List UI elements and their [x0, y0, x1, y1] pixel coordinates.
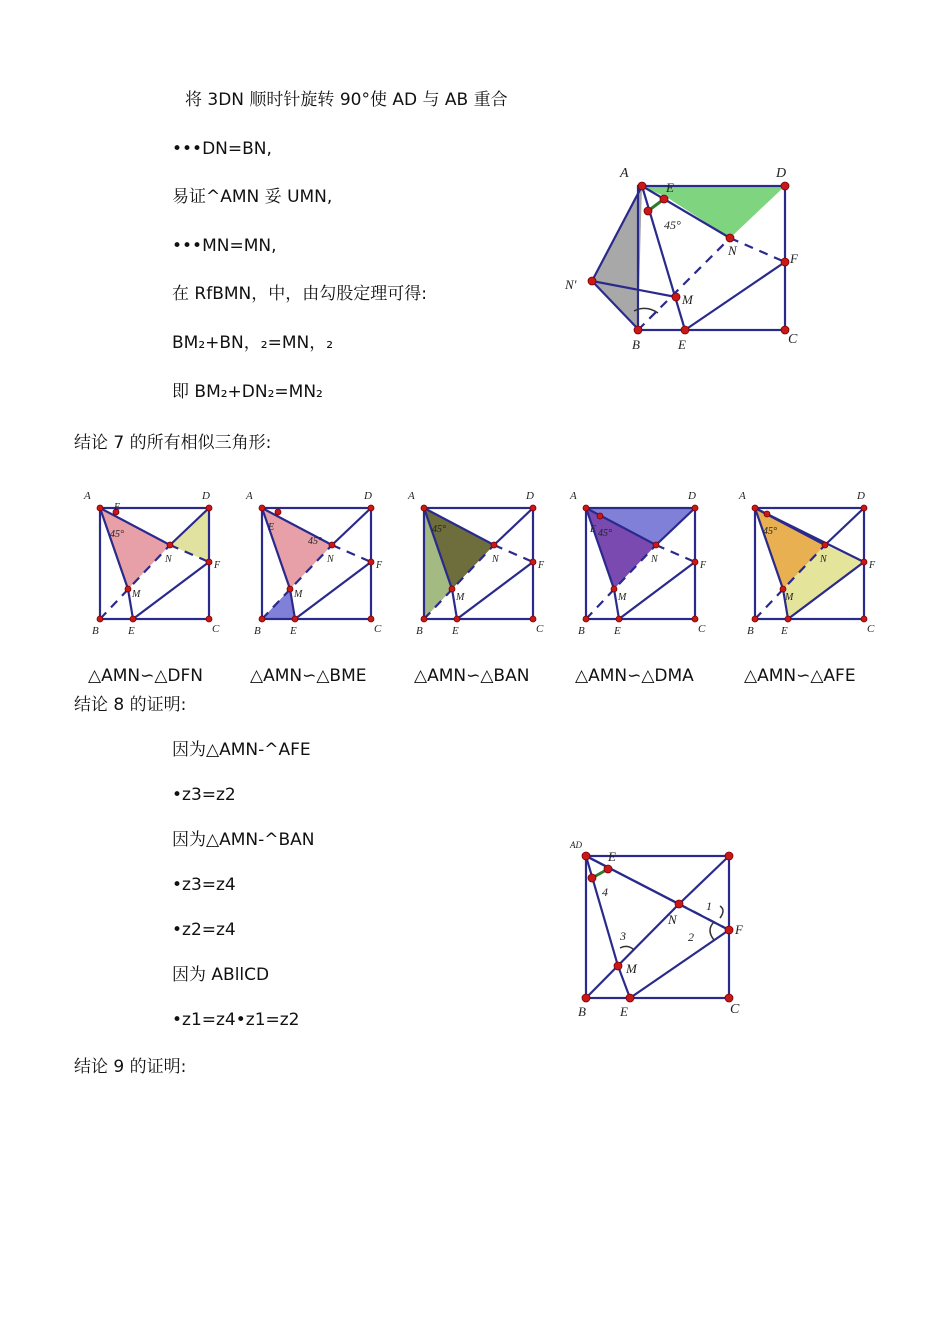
svg-text:E: E [114, 502, 121, 513]
svg-text:M: M [785, 592, 794, 603]
svg-text:C: C [788, 332, 798, 347]
proof8-line-4: •z3=z4 [172, 875, 236, 895]
svg-text:E: E [452, 625, 459, 637]
svg-text:C: C [374, 623, 382, 635]
svg-text:B: B [92, 625, 99, 637]
svg-text:M: M [456, 592, 465, 603]
figure-rotation [560, 165, 820, 355]
caption-2: △AMN∽△BME [250, 666, 367, 686]
svg-text:4: 4 [602, 885, 608, 899]
proof8-line-5: •z2=z4 [172, 920, 236, 940]
svg-text:45°: 45° [763, 526, 777, 537]
svg-text:B: B [254, 625, 261, 637]
svg-text:D: D [202, 490, 210, 502]
svg-text:E: E [268, 522, 275, 533]
svg-text:A: A [246, 490, 253, 502]
svg-text:C: C [698, 623, 706, 635]
svg-text:E: E [290, 625, 297, 637]
proof8-line-2: •z3=z2 [172, 785, 236, 805]
text-line-1: 将 3DN 顺时针旋转 90°使 AD 与 AB 重合 [185, 90, 508, 110]
svg-text:B: B [416, 625, 423, 637]
svg-text:M: M [626, 961, 637, 976]
svg-text:M: M [682, 292, 693, 307]
svg-text:N: N [165, 554, 172, 565]
svg-text:F: F [790, 251, 798, 266]
svg-text:B: B [578, 625, 585, 637]
svg-text:A: A [739, 490, 746, 502]
svg-text:E: E [678, 337, 686, 352]
svg-text:F: F [376, 560, 383, 571]
svg-text:N: N [820, 554, 827, 565]
svg-text:D: D [776, 166, 787, 181]
svg-text:N': N' [565, 277, 577, 292]
figure-similar-2 [240, 482, 390, 642]
heading-conclusion-9: 结论 9 的证明: [74, 1057, 187, 1077]
text-line-5: 在 RfBMN，中，由勾股定理可得: [172, 284, 427, 304]
svg-text:N: N [651, 554, 658, 565]
svg-text:F: F [214, 560, 221, 571]
proof8-line-6: 因为 ABllCD [172, 965, 270, 985]
text-line-3: 易证^AMN 妥 UMN, [172, 187, 333, 207]
svg-text:E: E [781, 625, 788, 637]
svg-text:M: M [618, 592, 627, 603]
svg-text:C: C [730, 1002, 740, 1017]
proof8-line-3: 因为△AMN-^BAN [172, 830, 315, 850]
svg-text:C: C [867, 623, 875, 635]
svg-text:F: F [869, 560, 876, 571]
svg-text:F: F [538, 560, 545, 571]
proof8-line-7: •z1=z4•z1=z2 [172, 1010, 300, 1030]
figure-similar-1 [78, 482, 228, 642]
svg-text:A: A [408, 490, 415, 502]
figure-similar-3 [402, 482, 552, 642]
svg-text:B: B [632, 337, 640, 352]
figure-similar-5 [733, 482, 883, 642]
svg-text:M: M [132, 589, 141, 600]
text-line-7: 即 BM₂+DN₂=MN₂ [172, 382, 323, 402]
svg-text:C: C [536, 623, 544, 635]
caption-5: △AMN∽△AFE [744, 666, 856, 686]
proof8-line-1: 因为△AMN-^AFE [172, 740, 311, 760]
text-line-6: BM₂+BN，₂=MN，₂ [172, 333, 334, 353]
svg-text:F: F [735, 922, 743, 937]
caption-4: △AMN∽△DMA [575, 666, 694, 686]
svg-text:E: E [608, 849, 616, 864]
svg-text:B: B [747, 625, 754, 637]
svg-text:A: A [570, 490, 577, 502]
svg-text:D: D [526, 490, 534, 502]
figure-similar-4 [564, 482, 714, 642]
figure-angles [570, 840, 760, 1020]
svg-text:M: M [294, 589, 303, 600]
svg-text:AD: AD [570, 840, 582, 850]
text-line-4: •••MN=MN, [172, 236, 277, 256]
svg-text:45°: 45° [598, 528, 612, 539]
svg-text:45°: 45° [432, 524, 446, 535]
svg-text:E: E [590, 524, 597, 535]
svg-text:F: F [700, 560, 707, 571]
svg-text:3: 3 [620, 929, 626, 943]
svg-text:45°: 45° [664, 218, 681, 232]
svg-text:E: E [614, 625, 621, 637]
svg-text:A: A [620, 166, 629, 181]
svg-text:C: C [212, 623, 220, 635]
svg-text:45°: 45° [110, 529, 124, 540]
svg-text:A: A [84, 490, 91, 502]
svg-text:E: E [666, 180, 674, 195]
svg-text:N: N [492, 554, 499, 565]
text-line-2: •••DN=BN, [172, 139, 272, 159]
svg-text:2: 2 [688, 930, 694, 944]
svg-text:D: D [857, 490, 865, 502]
svg-text:45°: 45° [308, 536, 322, 547]
svg-text:E: E [620, 1004, 628, 1019]
heading-conclusion-8: 结论 8 的证明: [74, 695, 187, 715]
caption-3: △AMN∽△BAN [414, 666, 530, 686]
svg-text:D: D [688, 490, 696, 502]
heading-conclusion-7: 结论 7 的所有相似三角形: [74, 433, 272, 453]
svg-text:B: B [578, 1004, 586, 1019]
svg-text:N: N [668, 912, 677, 927]
svg-text:N: N [327, 554, 334, 565]
svg-text:N: N [728, 243, 737, 258]
svg-text:E: E [128, 625, 135, 637]
svg-text:1: 1 [706, 899, 712, 913]
caption-1: △AMN∽△DFN [88, 666, 203, 686]
svg-text:D: D [364, 490, 372, 502]
